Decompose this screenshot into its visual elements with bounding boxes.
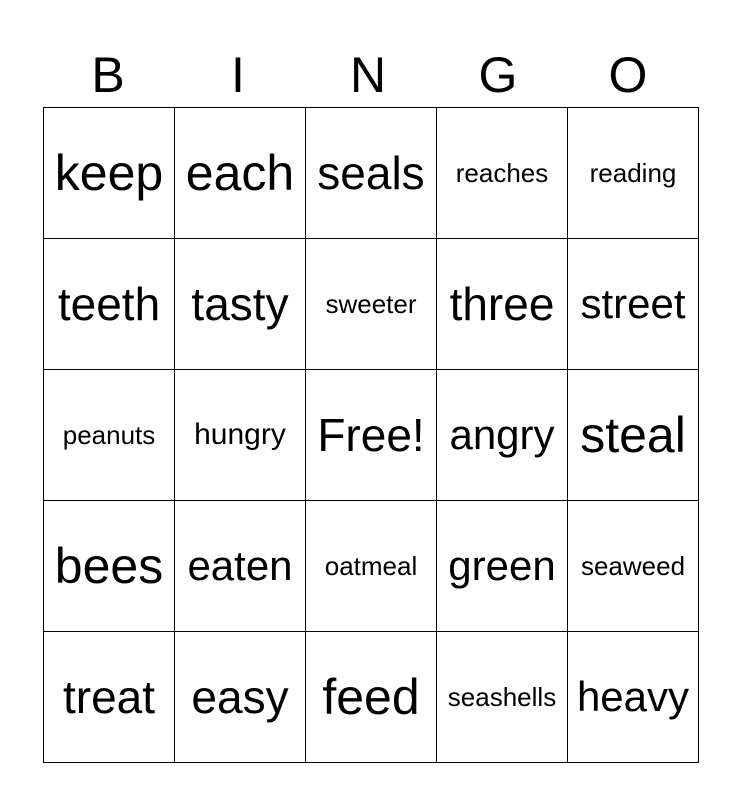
board-row <box>44 501 699 632</box>
header-letter-n: N <box>349 47 387 103</box>
bingo-cell[interactable]: oatmeal <box>306 501 437 632</box>
bingo-cell[interactable]: Free! <box>306 370 437 501</box>
header-letter-i: I <box>231 47 245 103</box>
bingo-cell[interactable]: angry <box>437 370 568 501</box>
bingo-cell[interactable]: sweeter <box>306 239 437 370</box>
board-row <box>44 239 699 370</box>
bingo-cell[interactable]: reading <box>568 108 699 239</box>
header-letter-o: O <box>608 47 648 103</box>
bingo-cell[interactable]: steal <box>568 370 699 501</box>
bingo-cell[interactable]: street <box>568 239 699 370</box>
bingo-cell[interactable]: bees <box>44 501 175 632</box>
header-letter-b: B <box>91 47 125 103</box>
bingo-cell[interactable]: reaches <box>437 108 568 239</box>
board-row <box>44 370 699 501</box>
bingo-cell[interactable]: keep <box>44 108 175 239</box>
header-letter-g: G <box>478 47 518 103</box>
bingo-cell[interactable]: eaten <box>175 501 306 632</box>
bingo-cell[interactable]: treat <box>44 632 175 763</box>
bingo-cell[interactable]: seaweed <box>568 501 699 632</box>
bingo-cell[interactable]: hungry <box>175 370 306 501</box>
board-row <box>44 632 699 763</box>
bingo-cell[interactable]: green <box>437 501 568 632</box>
bingo-board <box>43 107 699 763</box>
bingo-cell[interactable]: seals <box>306 108 437 239</box>
board-row <box>44 108 699 239</box>
bingo-cell[interactable]: tasty <box>175 239 306 370</box>
bingo-cell[interactable]: each <box>175 108 306 239</box>
bingo-cell[interactable]: three <box>437 239 568 370</box>
bingo-cell[interactable]: peanuts <box>44 370 175 501</box>
bingo-header <box>43 44 693 106</box>
bingo-cell[interactable]: heavy <box>568 632 699 763</box>
bingo-cell[interactable]: feed <box>306 632 437 763</box>
bingo-cell[interactable]: easy <box>175 632 306 763</box>
bingo-cell[interactable]: seashells <box>437 632 568 763</box>
bingo-cell[interactable]: teeth <box>44 239 175 370</box>
